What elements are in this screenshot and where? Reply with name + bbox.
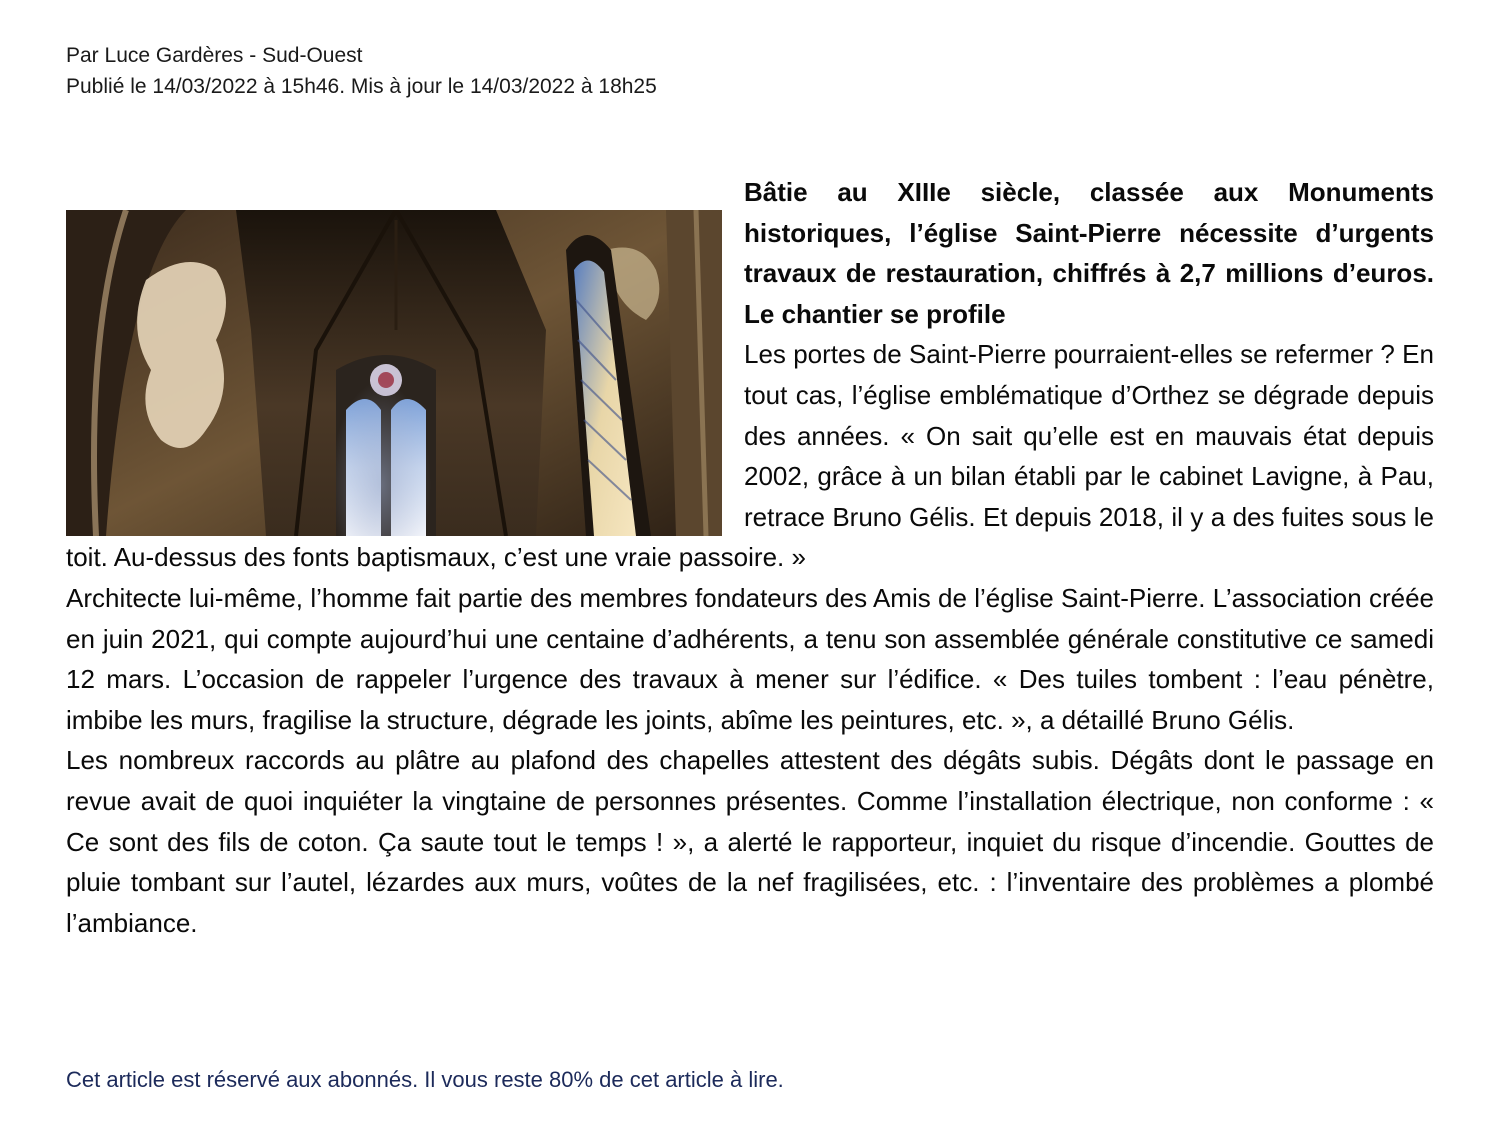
article-paragraph-3: Les nombreux raccords au plâtre au plafond des chapelles attestent des dégâts subis. Dégâts dont le passage en revue avait de quoi inquiéter la vingtaine de personnes présentes. Comme l’installation électrique, non conforme : « Ce sont des fils de coton. Ça saute tout le temps ! », a alerté le rapporteur, inquiet du risque d’incendie. Gouttes de pluie tombant sur l’autel, lézardes aux murs, voûtes de la nef fragilisées, etc. : l’inventaire des problèmes a plombé l’ambiance.: [66, 745, 1434, 938]
byline: [66, 40, 657, 102]
article-paragraph-1: Les portes de Saint-Pierre pourraient-elles se refermer ? En tout cas, l’église emblématique d’Orthez se dégrade depuis des années. « On sait qu’elle est en mauvais état depuis 2002, grâce à un bilan établi par le cabinet Lavigne, à Pau, retrace Bruno Gélis. Et depuis 2018, il y a des fuites sous le toit. Au-dessus des fonts baptismaux, c’est une vraie passoire. »: [66, 339, 1434, 573]
article-lead: Bâtie au XIIIe siècle, classée aux Monuments historiques, l’église Saint-Pierre nécessite d’urgents travaux de restauration, chiffrés à 2,7 millions d’euros. Le chantier se profile: [744, 177, 1434, 329]
church-interior-photo: [66, 210, 722, 536]
author-line: Par Luce Gardères - Sud-Ouest: [66, 44, 363, 67]
article-paragraph-2: Architecte lui-même, l’homme fait partie des membres fondateurs des Amis de l’église Saint-Pierre. L’association créée en juin 2021, qui compte aujourd’hui une centaine d’adhérents, a tenu son assemblée générale constitutive ce samedi 12 mars. L’occasion de rappeler l’urgence des travaux à mener sur l’édifice. « Des tuiles tombent : l’eau pénètre, imbibe les murs, fragilise la structure, dégrade les joints, abîme les peintures, etc. », a détaillé Bruno Gélis.: [66, 582, 1434, 735]
paywall-notice: Cet article est réservé aux abonnés. Il vous reste 80% de cet article à lire.: [66, 1067, 784, 1092]
church-interior-illustration: [66, 210, 722, 536]
article-body: [66, 172, 1434, 943]
publication-dates: Publié le 14/03/2022 à 15h46. Mis à jour le 14/03/2022 à 18h25: [66, 75, 657, 98]
